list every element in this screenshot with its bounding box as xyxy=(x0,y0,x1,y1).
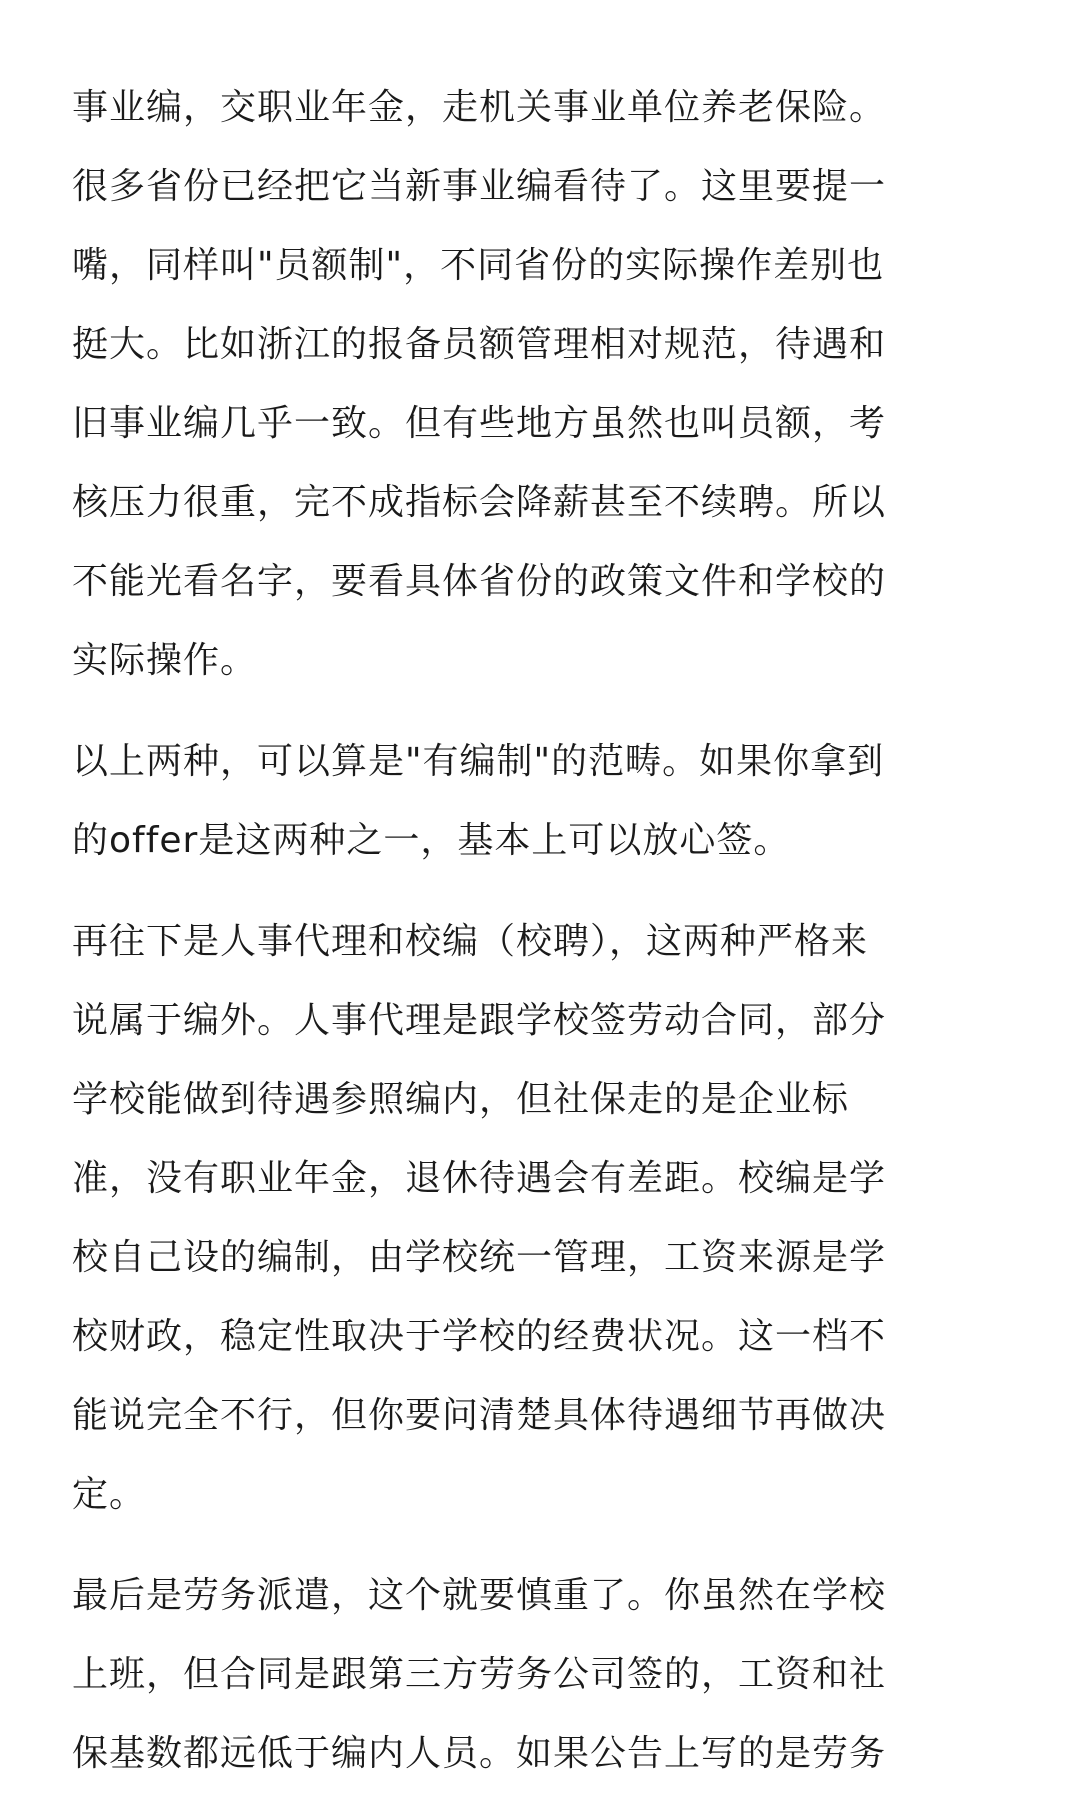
article-body xyxy=(72,68,1012,1793)
text-line: 事业编，交职业年金，走机关事业单位养老保险。 xyxy=(72,87,887,128)
paragraph-3 xyxy=(72,902,1012,1534)
text-line: 再往下是人事代理和校编（校聘），这两种严格来 xyxy=(72,921,869,962)
text-line: 说属于编外。人事代理是跟学校签劳动合同，部分 xyxy=(72,1000,887,1041)
paragraph-spacer xyxy=(72,1534,1012,1556)
text-line: 挺大。比如浙江的报备员额管理相对规范，待遇和 xyxy=(72,324,887,365)
text-line: 很多省份已经把它当新事业编看待了。这里要提一 xyxy=(72,166,887,207)
text-line: 保基数都远低于编内人员。如果公告上写的是劳务 xyxy=(72,1733,887,1774)
text-line: 以上两种，可以算是"有编制"的范畴。如果你拿到 xyxy=(72,741,885,782)
text-line: 学校能做到待遇参照编内，但社保走的是企业标 xyxy=(72,1079,850,1120)
paragraph-2 xyxy=(72,722,1012,880)
text-line: 最后是劳务派遣，这个就要慎重了。你虽然在学校 xyxy=(72,1575,887,1616)
paragraph-4 xyxy=(72,1556,1012,1793)
text-line: 旧事业编几乎一致。但有些地方虽然也叫员额，考 xyxy=(72,403,887,444)
text-line: 核压力很重，完不成指标会降薪甚至不续聘。所以 xyxy=(72,482,887,523)
paragraph-spacer xyxy=(72,700,1012,722)
text-line: 能说完全不行，但你要问清楚具体待遇细节再做决 xyxy=(72,1395,887,1436)
text-line: 校财政，稳定性取决于学校的经费状况。这一档不 xyxy=(72,1316,887,1357)
text-line: 准，没有职业年金，退休待遇会有差距。校编是学 xyxy=(72,1158,887,1199)
text-line: 的offer是这两种之一，基本上可以放心签。 xyxy=(72,820,791,861)
text-line: 定。 xyxy=(72,1474,147,1515)
text-line: 校自己设的编制，由学校统一管理，工资来源是学 xyxy=(72,1237,887,1278)
paragraph-1 xyxy=(72,68,1012,700)
paragraph-spacer xyxy=(72,880,1012,902)
text-line: 上班，但合同是跟第三方劳务公司签的，工资和社 xyxy=(72,1654,887,1695)
text-line: 嘴，同样叫"员额制"，不同省份的实际操作差别也 xyxy=(72,245,885,286)
text-line: 实际操作。 xyxy=(72,640,258,681)
text-line: 不能光看名字，要看具体省份的政策文件和学校的 xyxy=(72,561,887,602)
